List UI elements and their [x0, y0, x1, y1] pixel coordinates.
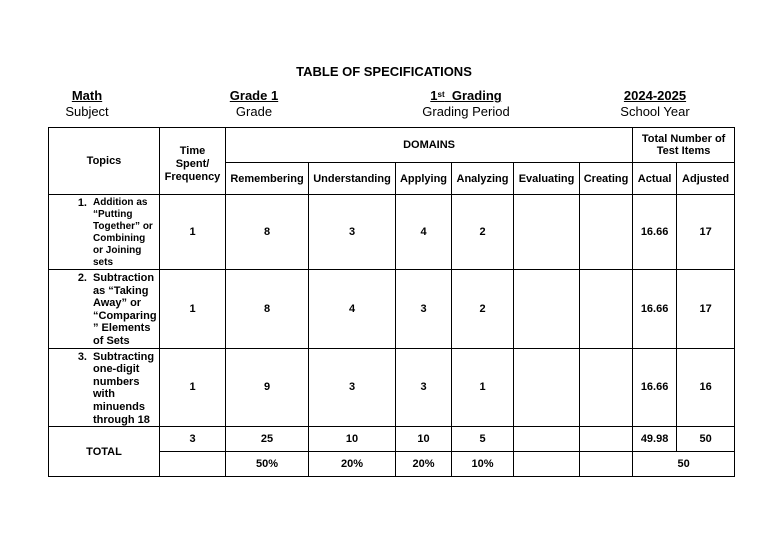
school-year-block — [600, 88, 710, 120]
topic-number: 1. — [77, 197, 87, 209]
topic-text: Addition as “Putting Together” or Combining or Joining sets — [93, 197, 153, 268]
total-actual-cell: 49.98 — [633, 427, 677, 452]
time-cell: 1 — [160, 270, 226, 349]
subject-block — [37, 88, 137, 120]
understanding-cell: 4 — [309, 270, 396, 349]
grade-label: Grade — [235, 104, 273, 119]
actual-cell: 16.66 — [633, 348, 677, 427]
grade-value: Grade 1 — [229, 88, 279, 103]
percent-creating-cell — [580, 452, 633, 477]
evaluating-header: Evaluating — [514, 163, 580, 195]
evaluating-cell — [514, 348, 580, 427]
time-cell: 1 — [160, 195, 226, 270]
time-cell: 1 — [160, 348, 226, 427]
applying-cell: 3 — [396, 270, 452, 349]
adjusted-cell: 16 — [677, 348, 735, 427]
totals-row — [49, 427, 735, 452]
total-evaluating-cell — [514, 427, 580, 452]
topic-cell — [49, 348, 160, 427]
remembering-cell: 8 — [226, 195, 309, 270]
remembering-cell: 8 — [226, 270, 309, 349]
total-items-header — [633, 128, 735, 163]
grading-period-number: 1 — [430, 88, 438, 103]
creating-cell — [580, 270, 633, 349]
grading-period-label: Grading Period — [422, 104, 510, 119]
applying-cell: 4 — [396, 195, 452, 270]
table-row — [49, 195, 735, 270]
adjusted-header: Adjusted — [677, 163, 735, 195]
actual-header: Actual — [633, 163, 677, 195]
topic-text: Subtracting one-digit numbers with minuends through 18 — [93, 350, 155, 426]
topic-number: 2. — [77, 272, 87, 284]
total-applying-cell: 10 — [396, 427, 452, 452]
applying-header: Applying — [396, 163, 452, 195]
table-row — [49, 270, 735, 349]
actual-cell: 16.66 — [633, 270, 677, 349]
evaluating-cell — [514, 195, 580, 270]
table-row — [49, 348, 735, 427]
topic-number: 3. — [77, 350, 87, 363]
total-analyzing-cell: 5 — [452, 427, 514, 452]
analyzing-cell: 1 — [452, 348, 514, 427]
total-items-header-line2: Test Items — [656, 145, 711, 157]
remembering-header: Remembering — [226, 163, 309, 195]
time-spent-header — [160, 128, 226, 195]
time-spent-header-line2: Spent/ — [175, 157, 210, 170]
school-year-label: School Year — [620, 104, 690, 119]
understanding-cell: 3 — [309, 348, 396, 427]
header-row-domains — [49, 128, 735, 163]
grade-block — [204, 88, 304, 120]
percent-total-cell: 50 — [633, 452, 735, 477]
percent-analyzing-cell: 10% — [452, 452, 514, 477]
analyzing-cell: 2 — [452, 270, 514, 349]
creating-cell — [580, 195, 633, 270]
total-items-header-line1: Total Number of — [641, 132, 726, 145]
percent-applying-cell: 20% — [396, 452, 452, 477]
understanding-cell: 3 — [309, 195, 396, 270]
grading-period-block — [406, 88, 526, 120]
total-understanding-cell: 10 — [309, 427, 396, 452]
evaluating-cell — [514, 270, 580, 349]
topic-cell — [49, 270, 160, 349]
total-time-cell: 3 — [160, 427, 226, 452]
grading-period-word: Grading — [451, 88, 502, 103]
adjusted-cell: 17 — [677, 195, 735, 270]
school-year-value: 2024-2025 — [623, 88, 687, 103]
total-creating-cell — [580, 427, 633, 452]
actual-cell: 16.66 — [633, 195, 677, 270]
percent-understanding-cell: 20% — [309, 452, 396, 477]
total-remembering-cell: 25 — [226, 427, 309, 452]
percent-evaluating-cell — [514, 452, 580, 477]
creating-cell — [580, 348, 633, 427]
time-spent-header-line1: Time — [179, 144, 206, 157]
grading-period-superscript: st — [437, 90, 445, 99]
percent-time-cell — [160, 452, 226, 477]
total-label: TOTAL — [49, 427, 160, 477]
applying-cell: 3 — [396, 348, 452, 427]
creating-header: Creating — [580, 163, 633, 195]
domains-header: DOMAINS — [226, 128, 633, 163]
grading-period-value — [406, 88, 526, 104]
specifications-table — [48, 127, 735, 477]
subject-label: Subject — [65, 104, 109, 119]
understanding-header: Understanding — [309, 163, 396, 195]
adjusted-cell: 17 — [677, 270, 735, 349]
analyzing-header: Analyzing — [452, 163, 514, 195]
percent-remembering-cell: 50% — [226, 452, 309, 477]
topic-text: Subtraction as “Taking Away” or “Comparing ” Elements of Sets — [93, 272, 157, 347]
subject-value: Math — [71, 88, 103, 103]
total-adjusted-cell: 50 — [677, 427, 735, 452]
time-spent-header-line3: Frequency — [164, 170, 221, 183]
topic-cell — [49, 195, 160, 270]
document-title: TABLE OF SPECIFICATIONS — [296, 64, 472, 79]
analyzing-cell: 2 — [452, 195, 514, 270]
remembering-cell: 9 — [226, 348, 309, 427]
topics-header: Topics — [49, 128, 160, 195]
